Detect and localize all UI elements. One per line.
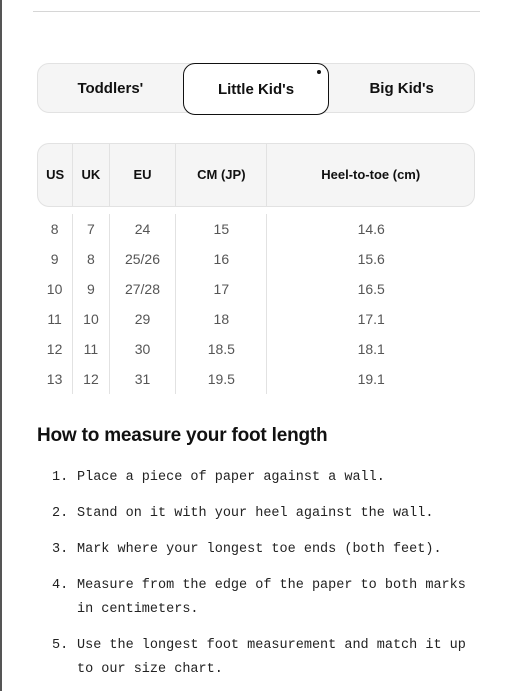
table-cell: 14.6 [266, 214, 475, 244]
table-cell: 13 [46, 371, 63, 387]
table-cell: 12 [46, 341, 63, 357]
table-cell: 12 [72, 364, 109, 394]
table-cell: 15 [175, 214, 266, 244]
table-cell: 16 [175, 244, 266, 274]
table-cell: 29 [109, 304, 176, 334]
tab-little-kids[interactable] [183, 63, 330, 115]
table-cell: 17 [175, 274, 266, 304]
tab-toddlers[interactable] [38, 64, 183, 112]
table-cell: 8 [72, 244, 109, 274]
size-chart-table [37, 143, 475, 394]
table-cell: 16.5 [266, 274, 475, 304]
table-cell: 27/28 [109, 274, 176, 304]
step-text: Mark where your longest toe ends (both feet). [77, 542, 442, 557]
step-number: 3. [52, 542, 69, 557]
step-text: Place a piece of paper against a wall. [77, 470, 385, 485]
table-cell: 31 [109, 364, 176, 394]
table-header-row [37, 143, 475, 207]
column-header-uk: UK [72, 143, 109, 207]
list-item [52, 466, 472, 490]
step-number: 1. [52, 470, 69, 485]
table-cell: 10 [72, 304, 109, 334]
step-number: 4. [52, 578, 69, 593]
header-text: Heel-to-toe (cm) [321, 167, 421, 182]
table-cell: 18.1 [266, 334, 475, 364]
step-text: Measure from the edge of the paper to both marks in centimeters. [77, 578, 466, 617]
table-row [37, 244, 475, 274]
tab-label: Little Kid's [217, 80, 295, 98]
table-row [37, 214, 475, 244]
list-item [52, 634, 472, 682]
measure-steps-list [52, 466, 472, 691]
list-item [52, 538, 472, 562]
table-cell: 11 [72, 334, 109, 364]
column-header-eu: EU [109, 143, 176, 207]
table-cell: 18.5 [175, 334, 266, 364]
measure-heading: How to measure your foot length [37, 425, 328, 446]
table-cell: 24 [109, 214, 176, 244]
table-row [37, 304, 475, 334]
table-cell: 25/26 [109, 244, 176, 274]
table-cell: 11 [47, 311, 62, 327]
table-cell: 9 [72, 274, 109, 304]
tab-label: Big Kid's [369, 79, 434, 97]
tab-label: Toddlers' [77, 79, 144, 97]
table-cell: 7 [72, 214, 109, 244]
list-item [52, 574, 472, 622]
table-cell: 19.5 [175, 364, 266, 394]
table-cell: 19.1 [266, 364, 475, 394]
column-header-cm-jp: CM (JP) [175, 143, 266, 207]
table-cell: 30 [109, 334, 176, 364]
table-row [37, 364, 475, 394]
tab-big-kids[interactable] [329, 64, 474, 112]
table-cell: 15.6 [266, 244, 475, 274]
window-left-edge [0, 0, 2, 691]
step-text: Use the longest foot measurement and match it up to our size chart. [77, 638, 466, 677]
active-indicator-dot [317, 70, 321, 74]
column-header-heel-to-toe [266, 143, 475, 207]
top-divider [33, 11, 480, 12]
table-cell: 17.1 [266, 304, 475, 334]
table-cell: 18 [175, 304, 266, 334]
list-item [52, 502, 472, 526]
table-cell: 9 [50, 251, 59, 267]
step-number: 5. [52, 638, 69, 653]
size-category-tabs [37, 63, 475, 113]
step-number: 2. [52, 506, 69, 521]
table-row [37, 334, 475, 364]
table-cell: 8 [50, 221, 59, 237]
table-cell: 10 [46, 281, 63, 297]
table-row [37, 274, 475, 304]
column-header-us: US [37, 143, 72, 207]
step-text: Stand on it with your heel against the wall. [77, 506, 434, 521]
